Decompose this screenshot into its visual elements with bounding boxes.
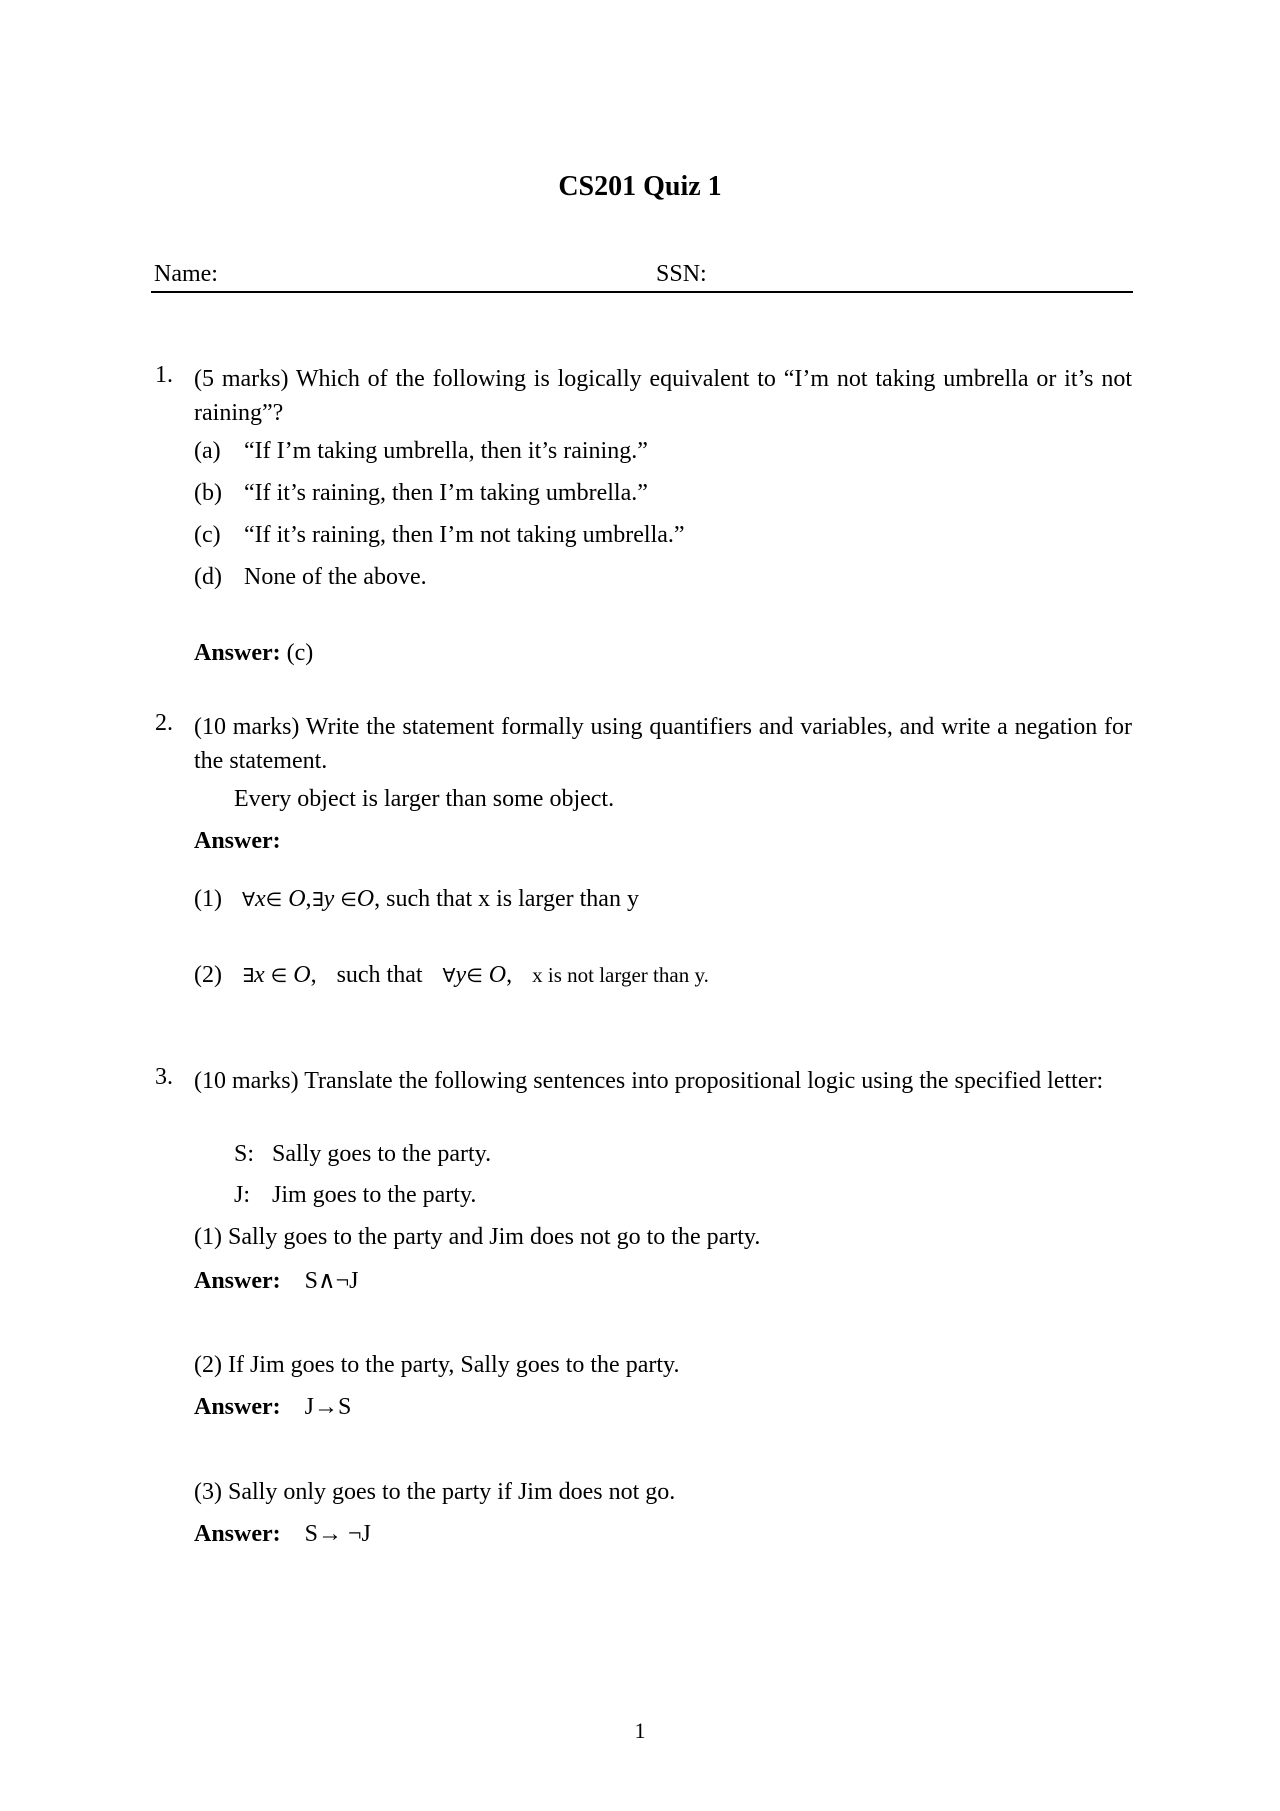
answer-1-text: , such that x is larger than y bbox=[374, 886, 639, 912]
q2-text: (10 marks) Write the statement formally using quantifiers and variables, and write a negation for the statement. bbox=[194, 714, 1132, 774]
answer-label: Answer: bbox=[194, 1394, 281, 1420]
q2-answer-label: Answer: bbox=[194, 828, 281, 854]
option-tag: (b) bbox=[194, 480, 222, 506]
q3-part-3: (3) Sally only goes to the party if Jim does not go. bbox=[194, 1479, 676, 1505]
q3-part-2-answer bbox=[194, 1394, 351, 1421]
option-tag: (d) bbox=[194, 564, 222, 590]
ssn-label: SSN: bbox=[656, 261, 707, 287]
formula-forall: ∀y∈ O, bbox=[442, 962, 513, 988]
formula-exists: ∃x ∈ O, bbox=[241, 962, 317, 988]
student-info-line bbox=[151, 259, 1133, 293]
q1-answer bbox=[194, 640, 313, 667]
q3-letter-s bbox=[234, 1141, 491, 1168]
answer-label: Answer: bbox=[194, 1268, 281, 1294]
q1-option-b bbox=[194, 480, 648, 507]
answer-label: Answer: bbox=[194, 1521, 281, 1547]
q3-letter-j bbox=[234, 1182, 476, 1209]
q3-part-3-answer bbox=[194, 1521, 371, 1548]
option-text: “If it’s raining, then I’m taking umbrella.” bbox=[244, 480, 648, 506]
q1-number: 1. bbox=[155, 362, 173, 388]
q1-option-d bbox=[194, 564, 427, 591]
formula-forall-exists: ∀x∈ O,∃y ∈O bbox=[241, 886, 375, 912]
answer-2-mid: such that bbox=[336, 962, 423, 988]
answer-value: S∧¬J bbox=[304, 1268, 359, 1294]
page-title: CS201 Quiz 1 bbox=[558, 171, 722, 202]
q3-part-2: (2) If Jim goes to the party, Sally goes to the party. bbox=[194, 1352, 680, 1378]
q1-option-a bbox=[194, 438, 648, 465]
letter-tag: S: bbox=[234, 1141, 255, 1167]
q2-number: 2. bbox=[155, 710, 173, 736]
option-tag: (c) bbox=[194, 522, 221, 548]
name-label: Name: bbox=[154, 261, 218, 287]
answer-tag: (1) bbox=[194, 886, 222, 912]
answer-label: Answer: bbox=[194, 640, 281, 666]
option-text: None of the above. bbox=[244, 564, 427, 590]
answer-2-end: x is not larger than y. bbox=[532, 963, 709, 987]
option-text: “If I’m taking umbrella, then it’s raining.” bbox=[244, 438, 648, 464]
q3-number: 3. bbox=[155, 1064, 173, 1090]
option-tag: (a) bbox=[194, 438, 221, 464]
letter-text: Sally goes to the party. bbox=[272, 1141, 492, 1167]
q2-statement: Every object is larger than some object. bbox=[234, 786, 615, 812]
page-number: 1 bbox=[634, 1718, 646, 1743]
answer-tag: (2) bbox=[194, 962, 222, 988]
answer-value: J→S bbox=[304, 1394, 352, 1420]
q3-text: (10 marks) Translate the following sentences into propositional logic using the specified letter: bbox=[194, 1068, 1104, 1094]
q3-part-1-answer bbox=[194, 1266, 358, 1295]
q1-text: (5 marks) Which of the following is logically equivalent to “I’m not taking umbrella or it’s not raining”? bbox=[194, 366, 1132, 426]
q2-answer-1 bbox=[194, 886, 639, 913]
letter-tag: J: bbox=[234, 1182, 251, 1208]
q1-option-c bbox=[194, 522, 685, 549]
q2-answer-2 bbox=[194, 962, 709, 989]
answer-value: (c) bbox=[286, 640, 314, 666]
answer-value: S→ ¬J bbox=[304, 1521, 371, 1547]
letter-text: Jim goes to the party. bbox=[272, 1182, 477, 1208]
option-text: “If it’s raining, then I’m not taking umbrella.” bbox=[244, 522, 685, 548]
q3-part-1: (1) Sally goes to the party and Jim does not go to the party. bbox=[194, 1224, 761, 1250]
